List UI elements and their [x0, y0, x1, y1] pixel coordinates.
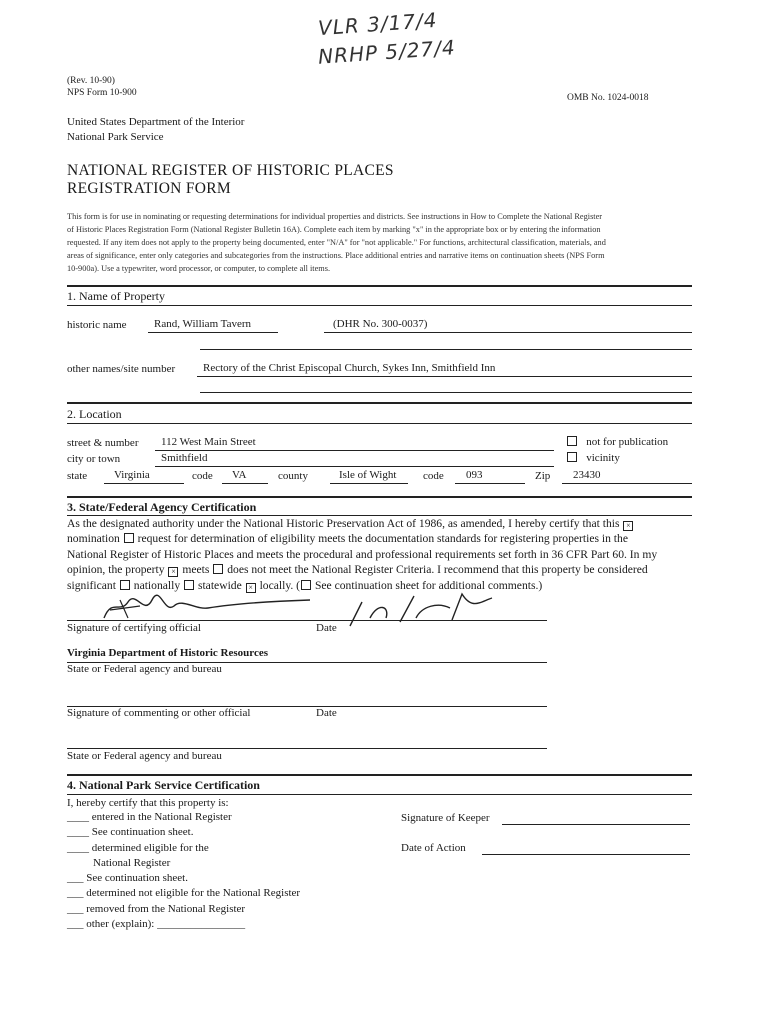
section4-heading: 4. National Park Service Certification: [67, 778, 260, 792]
nps-option-label: National Register: [93, 857, 171, 869]
instruction-line: This form is for use in nominating or requesting determinations for individual properties and districts. See instructions in How to Complete the National Register: [67, 212, 603, 221]
nps-option-not-eligible[interactable]: ___ determined not eligible for the National Register: [67, 887, 301, 899]
agency-label: State or Federal agency and bureau: [67, 663, 222, 675]
form-revision: (Rev. 10-90): [67, 76, 115, 86]
field-underline: [197, 376, 692, 377]
form-number: NPS Form 10-900: [67, 88, 137, 98]
checkbox-icon[interactable]: [567, 436, 577, 446]
cert-line4a: opinion, the property: [67, 563, 165, 577]
cert-line4b: does not meet the National Register Criteria. I recommend that this property be considered: [227, 563, 648, 577]
agency-value[interactable]: Virginia Department of Historic Resources: [67, 647, 269, 659]
zip-label: Zip: [535, 470, 551, 482]
continuation-note: See continuation sheet for additional comments.): [314, 578, 543, 592]
checkbox-icon[interactable]: [567, 452, 577, 462]
statewide-label: statewide: [197, 578, 242, 592]
commenting-signature-label: Signature of commenting or other official: [67, 707, 251, 719]
nps-option-label: entered in the National Register: [91, 811, 232, 823]
nps-continuation[interactable]: ____ See continuation sheet.: [67, 826, 194, 838]
instruction-line: areas of significance, enter only categories and subcategories from the instructions. Place additional entries and narrative items on continuation sheets (NPS Form: [67, 250, 605, 260]
field-underline: [104, 483, 184, 484]
not-for-publication-option[interactable]: [566, 436, 668, 448]
department-name: United States Department of the Interior: [67, 116, 245, 128]
nps-continuation[interactable]: ___ See continuation sheet.: [67, 872, 188, 884]
field-underline: [67, 620, 547, 621]
vicinity-label: vicinity: [586, 452, 620, 464]
state-code-label: code: [192, 470, 213, 482]
nationally-label: nationally: [133, 578, 181, 592]
nomination-label: nomination: [67, 532, 120, 546]
significant-label: significant: [67, 578, 116, 592]
nps-option-label: determined eligible for the: [91, 842, 209, 854]
field-underline: [330, 483, 408, 484]
street-label: street & number: [67, 437, 139, 449]
dhr-number: (DHR No. 300-0037): [333, 318, 428, 330]
vicinity-option[interactable]: [566, 452, 620, 464]
form-title-line1: NATIONAL REGISTER OF HISTORIC PLACES: [67, 162, 394, 179]
section-divider: [67, 305, 692, 306]
handwritten-vlr-date: VLR 3/17/4: [317, 7, 439, 41]
nps-option-label: See continuation sheet.: [86, 872, 188, 884]
other-names-label: other names/site number: [67, 363, 176, 375]
nps-option-label: removed from the National Register: [86, 903, 246, 915]
nps-option-label: See continuation sheet.: [91, 826, 194, 838]
instruction-line: of Historic Places Registration Form (National Register Bulletin 16A). Complete each item by marking "x" in the appropriate box or by entering the information: [67, 224, 601, 234]
nps-intro: I, hereby certify that this property is:: [67, 797, 229, 809]
field-underline: [200, 392, 692, 393]
checked-checkbox-icon[interactable]: ×: [623, 521, 633, 531]
field-underline: [455, 483, 525, 484]
nps-option-eligible[interactable]: ____ determined eligible for the: [67, 842, 209, 854]
nps-option-entered[interactable]: ____ entered in the National Register: [67, 811, 232, 823]
checked-checkbox-icon[interactable]: ×: [246, 583, 256, 593]
field-underline: [67, 748, 547, 749]
nps-option-label: determined not eligible for the National Register: [86, 887, 301, 899]
historic-name-value[interactable]: Rand, William Tavern: [154, 318, 252, 330]
state-code-value[interactable]: VA: [232, 469, 247, 481]
instructions: [67, 211, 691, 276]
agency-label-2: State or Federal agency and bureau: [67, 750, 222, 762]
checkbox-icon[interactable]: [124, 533, 134, 543]
county-label: county: [278, 470, 308, 482]
checked-checkbox-icon[interactable]: ×: [168, 567, 178, 577]
section-divider: [67, 774, 692, 776]
field-underline: [324, 332, 692, 333]
nps-option-other[interactable]: ___ other (explain): ________________: [67, 918, 246, 930]
section-divider: [67, 794, 692, 795]
nps-option-label: other (explain):: [86, 918, 155, 930]
cert-line2: request for determination of eligibility meets the documentation standards for registering properties in the: [137, 532, 628, 546]
meets-label: meets: [182, 563, 210, 577]
keeper-signature-label: Signature of Keeper: [401, 812, 490, 824]
date-label-2: Date: [316, 707, 337, 719]
nps-option-removed[interactable]: ___ removed from the National Register: [67, 903, 246, 915]
date-of-action-label: Date of Action: [401, 842, 466, 854]
signature-label: Signature of certifying official: [67, 622, 201, 634]
field-underline: [502, 824, 690, 825]
date-label: Date: [316, 622, 337, 634]
state-label: state: [67, 470, 88, 482]
service-name: National Park Service: [67, 131, 164, 143]
omb-number: OMB No. 1024-0018: [567, 93, 649, 103]
form-title-line2: REGISTRATION FORM: [67, 180, 231, 197]
nps-option-eligible-cont: [93, 857, 170, 869]
locally-label: locally. (: [259, 578, 301, 592]
certification-text: [67, 516, 692, 593]
city-value[interactable]: Smithfield: [161, 452, 208, 464]
section-divider: [67, 496, 692, 498]
zip-value[interactable]: 23430: [573, 469, 601, 481]
section3-heading: 3. State/Federal Agency Certification: [67, 500, 257, 514]
field-underline: [155, 450, 554, 451]
field-underline: [155, 466, 554, 467]
section2-heading: 2. Location: [67, 407, 122, 421]
field-underline: [148, 332, 278, 333]
section1-heading: 1. Name of Property: [67, 289, 165, 303]
other-names-value[interactable]: Rectory of the Christ Episcopal Church, Sykes Inn, Smithfield Inn: [203, 362, 496, 374]
historic-name-label: historic name: [67, 319, 127, 331]
section-divider: [67, 285, 692, 287]
street-value[interactable]: 112 West Main Street: [161, 436, 256, 448]
county-code-value[interactable]: 093: [466, 469, 483, 481]
state-value[interactable]: Virginia: [114, 469, 150, 481]
city-label: city or town: [67, 453, 121, 465]
county-value[interactable]: Isle of Wight: [339, 469, 397, 481]
field-underline: [222, 483, 268, 484]
field-underline: [482, 854, 690, 855]
checkbox-icon[interactable]: [213, 564, 223, 574]
section-divider: [67, 423, 692, 424]
field-underline: [562, 483, 692, 484]
section-divider: [67, 402, 692, 404]
field-underline: [200, 349, 692, 350]
instruction-line: 10-900a). Use a typewriter, word processor, or computer, to complete all items.: [67, 263, 331, 273]
not-for-publication-label: not for publication: [586, 436, 669, 448]
county-code-label: code: [423, 470, 444, 482]
instruction-line: requested. If any item does not apply to the property being documented, enter "N/A" for "not applicable." For functions, architectural classification, materials, and: [67, 237, 606, 247]
handwritten-nrhp-date: NRHP 5/27/4: [317, 35, 457, 69]
cert-line1: As the designated authority under the National Historic Preservation Act of 1986, as amended, I hereby certify that this: [67, 517, 620, 530]
cert-line3: National Register of Historic Places and meets the procedural and professional requirements set forth in 36 CFR Part 60. In my: [67, 547, 658, 561]
